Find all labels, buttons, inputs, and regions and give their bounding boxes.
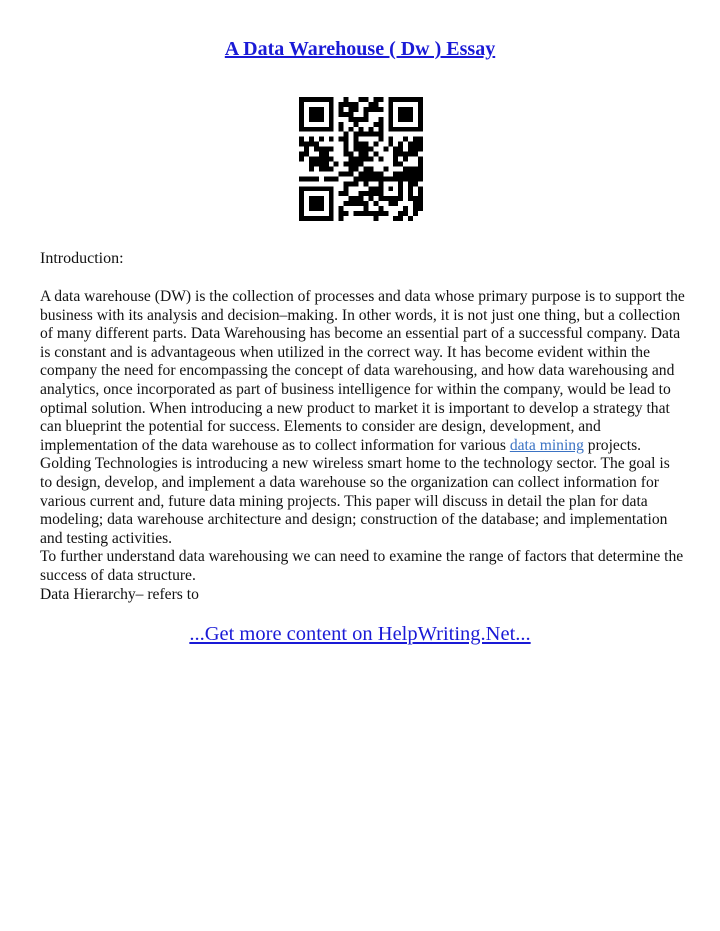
intro-heading: Introduction: <box>40 250 124 267</box>
get-more-content-link[interactable]: ...Get more content on HelpWriting.Net... <box>189 623 531 645</box>
paragraph-1-text-a: A data warehouse (DW) is the collection of processes and data whose primary purpose is to support the business with its analysis and decision–making. In other words, it is not just one thing, but a collection of many different parts. Data Warehousing has become an essential part of a successful company. Data is constant and is advantageous when utilized in the correct way. It has become evident within the company the need for encompassing the concept of data warehousing, and how data warehousing and analytics, once incorporated as part of business intelligence for within the company, would be lead to optimal solution. When introducing a new product to market it is important to develop a strategy that can blueprint the potential for success. Elements to consider are design, development, and implementation of the data warehouse as to collect information for various <box>40 288 685 454</box>
paragraph-1 <box>40 288 685 548</box>
essay-body <box>40 288 685 604</box>
data-mining-link[interactable]: data mining <box>509 436 584 454</box>
paragraph-2: To further understand data warehousing we can need to examine the range of factors that determine the success of data structure. <box>40 548 684 584</box>
document-title-link[interactable]: A Data Warehouse ( Dw ) Essay <box>224 38 496 60</box>
paragraph-3: Data Hierarchy– refers to <box>40 585 199 603</box>
paragraph-1-text-b: projects. Golding Technologies is introducing a new wireless smart home to the technology sector. The goal is to design, develop, and implement a data warehouse so the organization can collect information for various current and, future data mining projects. This paper will discuss in detail the plan for data modeling; data warehouse architecture and design; construction of the database; and implementation and testing activities. <box>40 436 670 547</box>
qr-code-image <box>299 97 423 221</box>
